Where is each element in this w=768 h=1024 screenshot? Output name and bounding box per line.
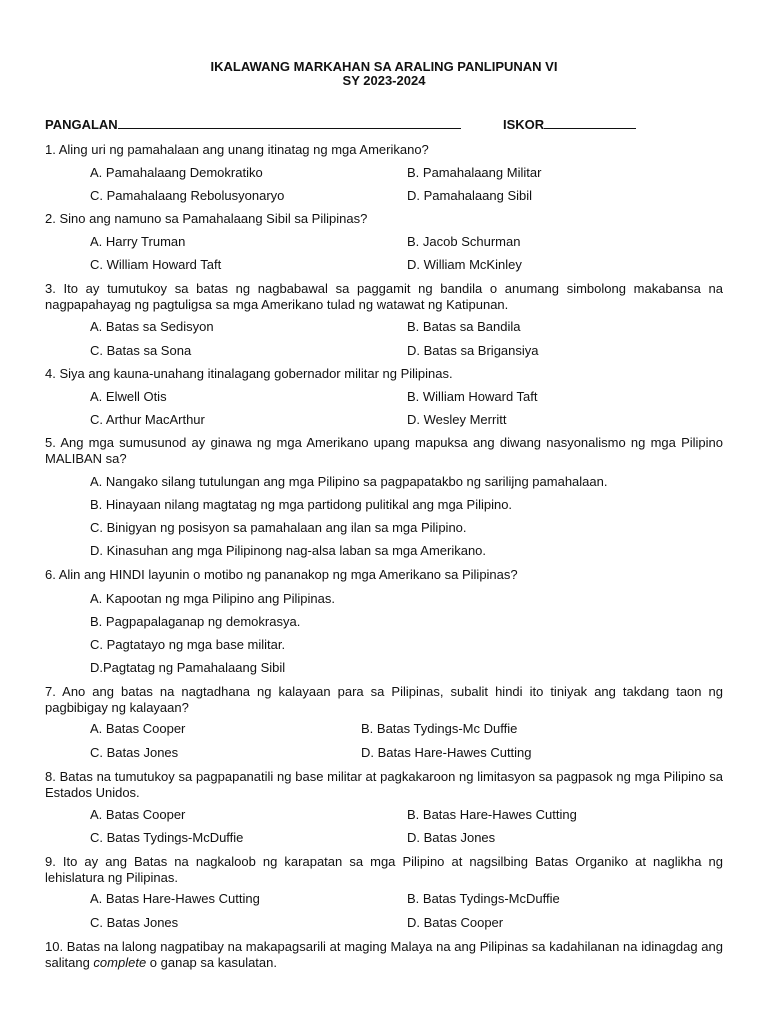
question-5: 5. Ang mga sumusunod ay ginawa ng mga Amerikano upang mapuksa ang diwang nasyonalismo ng mga Pilipino MALIBAN sa? xyxy=(45,435,723,466)
score-label: ISKOR xyxy=(503,117,545,132)
q6-choice-c: C. Pagtatayo ng mga base militar. xyxy=(90,637,286,652)
q1-choice-c: C. Pamahalaang Rebolusyonaryo xyxy=(90,188,285,203)
q5-choice-c: C. Binigyan ng posisyon sa pamahalaan ang ilan sa mga Pilipino. xyxy=(90,520,467,535)
q7-choice-c: C. Batas Jones xyxy=(90,745,179,760)
q3-choice-c: C. Batas sa Sona xyxy=(90,343,192,358)
q4-choice-a: A. Elwell Otis xyxy=(90,389,167,404)
q7-choice-a: A. Batas Cooper xyxy=(90,721,186,736)
school-year: SY 2023-2024 xyxy=(342,73,426,88)
q4-choice-c: C. Arthur MacArthur xyxy=(90,412,205,427)
score-blank-line[interactable] xyxy=(544,116,636,129)
q1-choice-d: D. Pamahalaang Sibil xyxy=(407,188,533,203)
q8-choice-d: D. Batas Jones xyxy=(407,830,496,845)
q10-text-start: 10. Batas na lalong nagpatibay na makapagsarili at maging Malaya na ang Pilipinas sa kadahilanan na idinagdag ang salitang xyxy=(45,939,723,970)
question-8: 8. Batas na tumutukoy sa pagpapanatili ng base militar at pagkakaroon ng limitasyon sa pagpasok ng mga Pilipino sa Estados Unidos. xyxy=(45,769,723,800)
q9-choice-b: B. Batas Tydings-McDuffie xyxy=(407,891,560,906)
q1-choice-a: A. Pamahalaang Demokratiko xyxy=(90,165,263,180)
q2-choice-a: A. Harry Truman xyxy=(90,234,186,249)
q8-choice-a: A. Batas Cooper xyxy=(90,807,186,822)
name-field xyxy=(45,116,461,132)
q1-choice-b: B. Pamahalaang Militar xyxy=(407,165,542,180)
question-6: 6. Alin ang HINDI layunin o motibo ng pananakop ng mga Amerikano sa Pilipinas? xyxy=(45,567,518,582)
q4-choice-d: D. Wesley Merritt xyxy=(407,412,507,427)
q8-choice-b: B. Batas Hare-Hawes Cutting xyxy=(407,807,577,822)
q9-choice-d: D. Batas Cooper xyxy=(407,915,504,930)
question-2: 2. Sino ang namuno sa Pamahalaang Sibil sa Pilipinas? xyxy=(45,211,368,226)
q3-choice-b: B. Batas sa Bandila xyxy=(407,319,521,334)
q10-italic-word: complete xyxy=(93,955,147,970)
q3-choice-a: A. Batas sa Sedisyon xyxy=(90,319,214,334)
q3-choice-d: D. Batas sa Brigansiya xyxy=(407,343,539,358)
question-7: 7. Ano ang batas na nagtadhana ng kalayaan para sa Pilipinas, subalit hindi ito tiniyak ang takdang taon ng pagbibigay ng kalayaan? xyxy=(45,684,723,715)
q10-text-end: o ganap sa kasulatan. xyxy=(146,955,277,970)
question-3: 3. Ito ay tumutukoy sa batas ng nagbabawal sa paggamit ng bandila o anumang simbolong makabansa na nagpapahayag ng pagtuligsa sa mga Amerikano tulad ng watawat ng Katipunan. xyxy=(45,281,723,312)
q7-choice-d: D. Batas Hare-Hawes Cutting xyxy=(361,745,532,760)
question-9: 9. Ito ay ang Batas na nagkaloob ng karapatan sa mga Pilipino at nagsilbing Batas Organiko at naglikha ng lehislatura ng Pilipinas. xyxy=(45,854,723,885)
question-1: 1. Aling uri ng pamahalaan ang unang itinatag ng mga Amerikano? xyxy=(45,142,429,157)
name-blank-line[interactable] xyxy=(118,116,461,129)
q6-choice-b: B. Pagpapalaganap ng demokrasya. xyxy=(90,614,301,629)
q5-choice-b: B. Hinayaan nilang magtatag ng mga partidong pulitikal ang mga Pilipino. xyxy=(90,497,513,512)
q9-choice-a: A. Batas Hare-Hawes Cutting xyxy=(90,891,260,906)
q6-choice-a: A. Kapootan ng mga Pilipino ang Pilipinas. xyxy=(90,591,335,606)
q7-choice-b: B. Batas Tydings-Mc Duffie xyxy=(361,721,518,736)
name-label: PANGALAN xyxy=(45,117,118,132)
q5-choice-d: D. Kinasuhan ang mga Pilipinong nag-alsa laban sa mga Amerikano. xyxy=(90,543,487,558)
q9-choice-c: C. Batas Jones xyxy=(90,915,179,930)
question-10 xyxy=(45,939,723,971)
q5-choice-a: A. Nangako silang tutulungan ang mga Pilipino sa pagpapatakbo ng sarilijng pamahalaan. xyxy=(90,474,608,489)
score-field xyxy=(503,116,636,132)
q2-choice-c: C. William Howard Taft xyxy=(90,257,222,272)
q4-choice-b: B. William Howard Taft xyxy=(407,389,538,404)
q8-choice-c: C. Batas Tydings-McDuffie xyxy=(90,830,244,845)
q2-choice-d: D. William McKinley xyxy=(407,257,522,272)
q6-choice-d: D.Pagtatag ng Pamahalaang Sibil xyxy=(90,660,286,675)
exam-title: IKALAWANG MARKAHAN SA ARALING PANLIPUNAN VI xyxy=(210,59,558,74)
q2-choice-b: B. Jacob Schurman xyxy=(407,234,521,249)
question-4: 4. Siya ang kauna-unahang itinalagang gobernador militar ng Pilipinas. xyxy=(45,366,453,381)
